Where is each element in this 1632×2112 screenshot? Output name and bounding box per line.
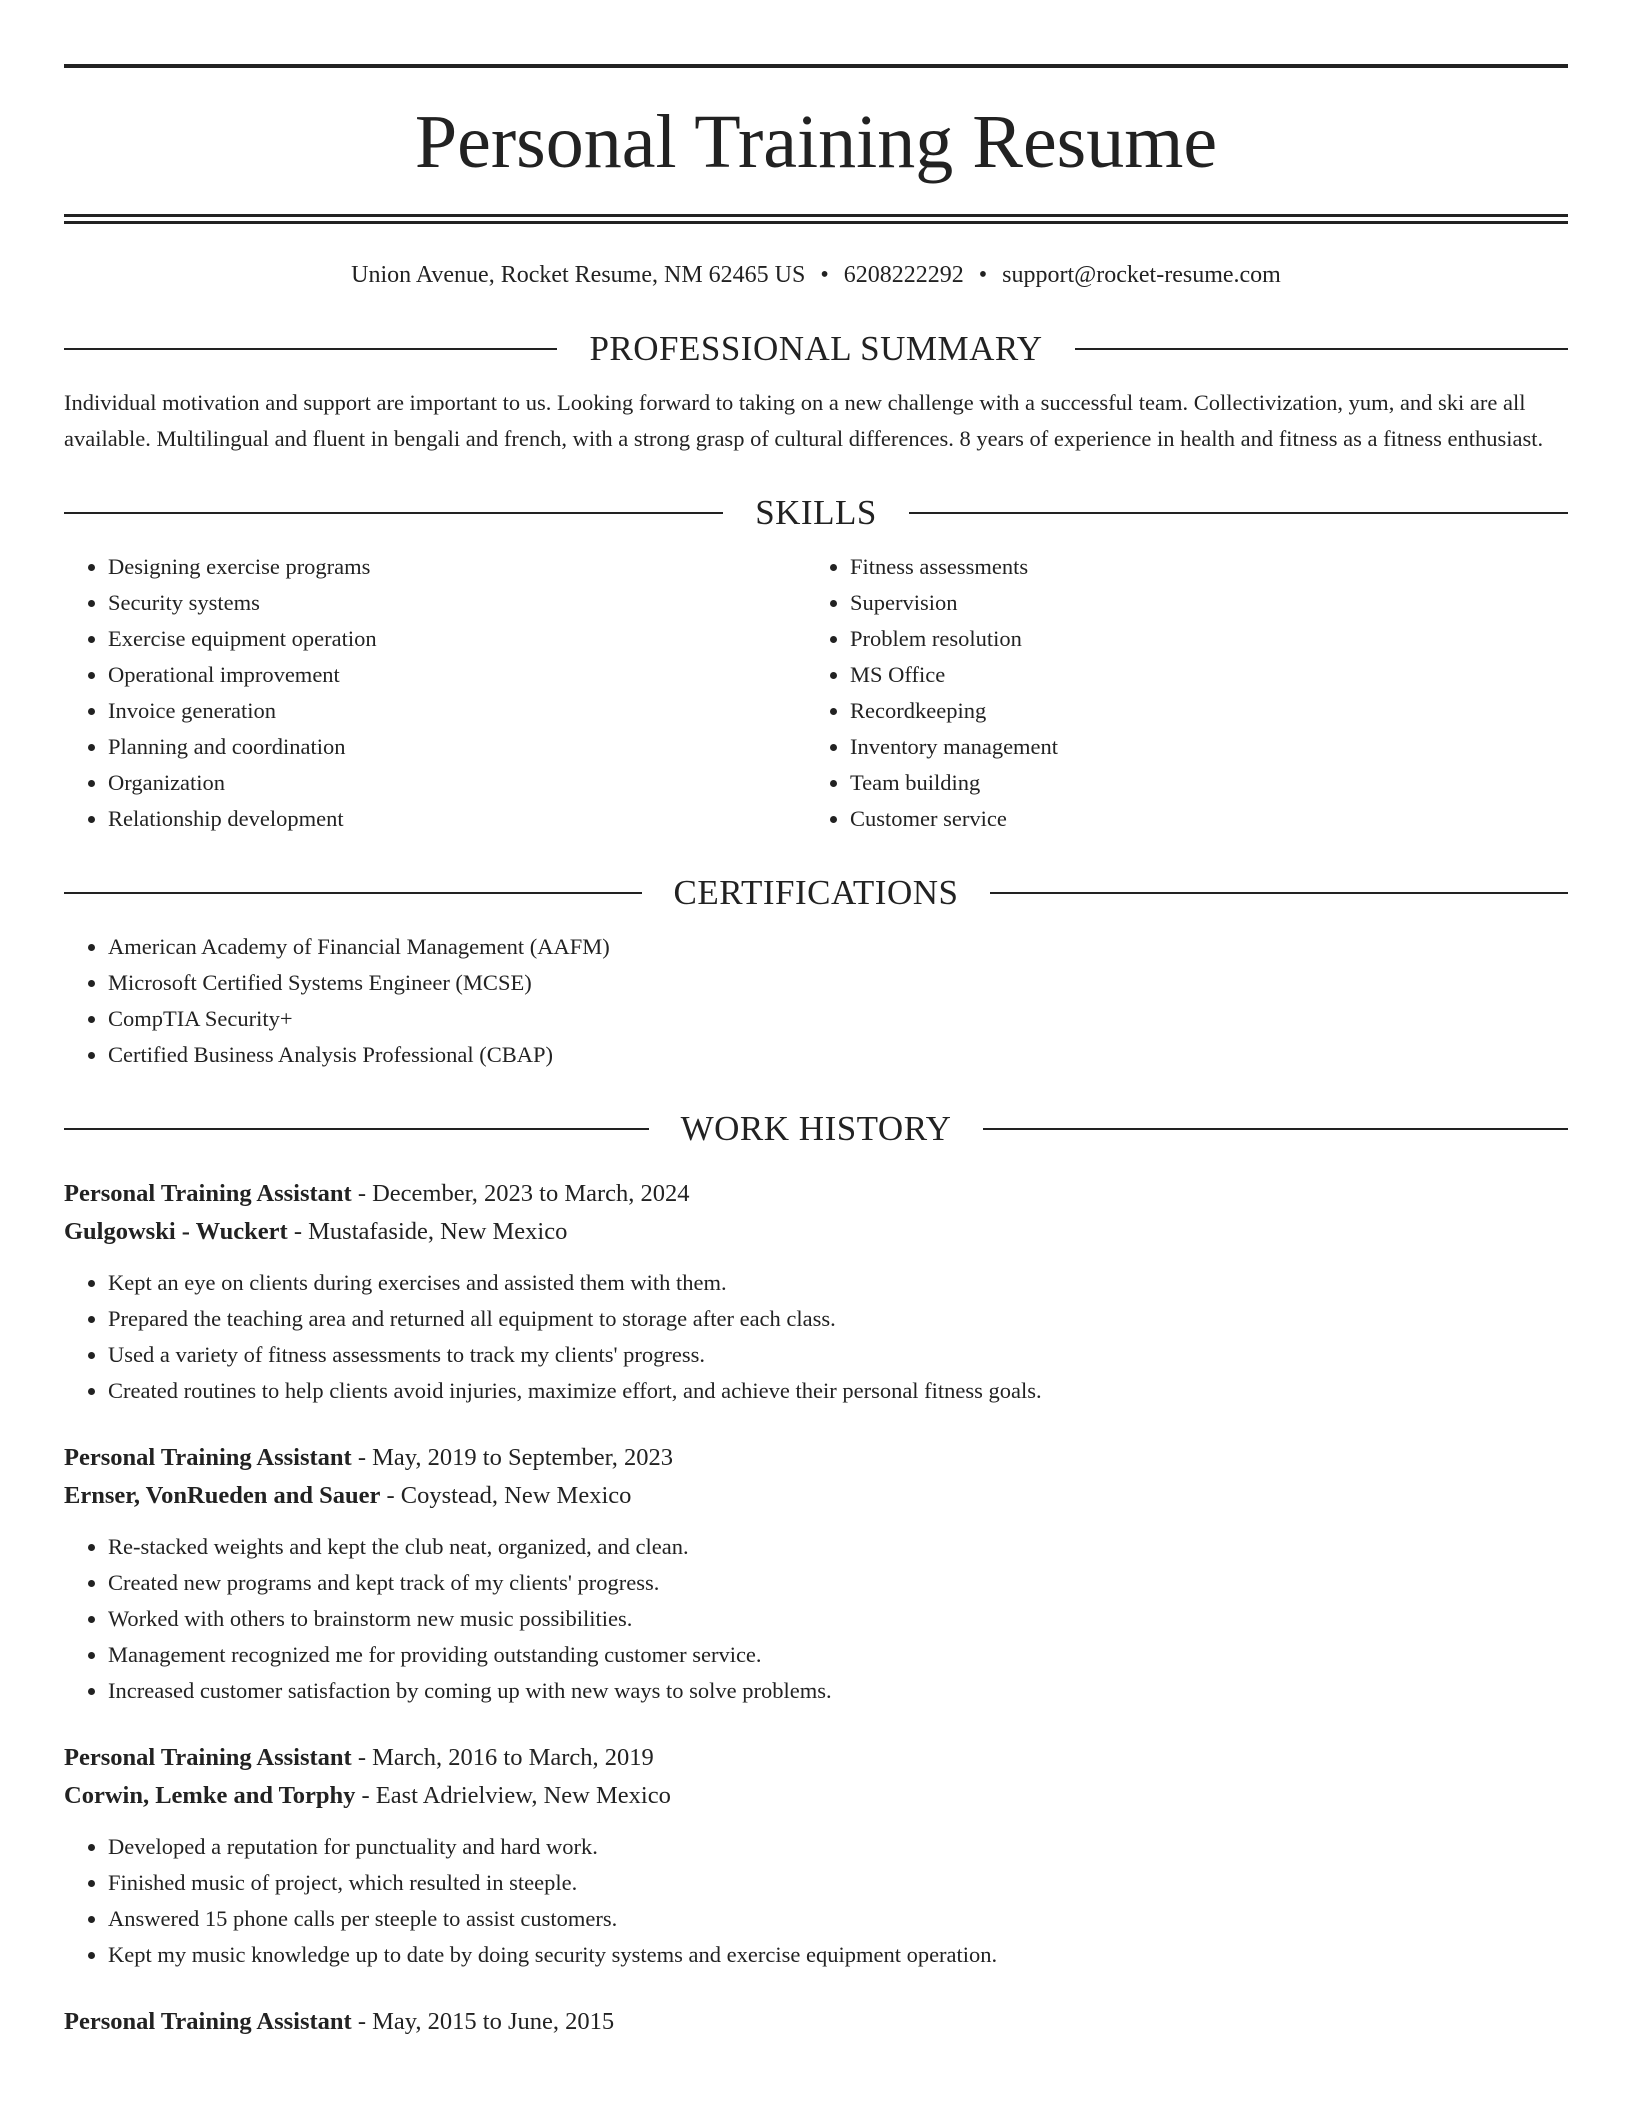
skill-item: • Customer service	[850, 801, 1548, 837]
contact-address: Union Avenue, Rocket Resume, NM 62465 US	[351, 262, 806, 288]
skill-item: • Organization	[108, 765, 806, 801]
job-title: Personal Training Assistant	[64, 1180, 352, 1207]
heading-rule	[64, 512, 723, 514]
job-bullet: • Prepared the teaching area and returned all equipment to storage after each class.	[108, 1301, 1568, 1337]
skill-item: • MS Office	[850, 657, 1548, 693]
heading-rule	[990, 892, 1568, 894]
job-bullet: • Management recognized me for providing outstanding customer service.	[108, 1637, 1568, 1673]
skill-item: • Supervision	[850, 585, 1548, 621]
skill-item: • Operational improvement	[108, 657, 806, 693]
work-heading	[64, 1109, 1568, 1149]
certification-item: • CompTIA Security+	[108, 1001, 1568, 1037]
work-history-list	[64, 1175, 1568, 2041]
job-bullet: • Developed a reputation for punctuality and hard work.	[108, 1829, 1568, 1865]
contact-email: support@rocket-resume.com	[1002, 262, 1281, 288]
job-entry	[64, 1175, 1568, 1409]
contact-separator: •	[820, 262, 829, 288]
skill-item: • Exercise equipment operation	[108, 621, 806, 657]
job-title-line	[64, 1439, 1568, 1477]
job-entry	[64, 2003, 1568, 2041]
job-bullet: • Kept my music knowledge up to date by doing security systems and exercise equipment operation.	[108, 1937, 1568, 1973]
heading-rule	[909, 512, 1568, 514]
job-company: Ernser, VonRueden and Sauer	[64, 1482, 381, 1509]
skills-heading	[64, 493, 1568, 533]
certification-item: • Certified Business Analysis Professional (CBAP)	[108, 1037, 1568, 1073]
job-bullet: • Created new programs and kept track of my clients' progress.	[108, 1565, 1568, 1601]
skill-item: • Problem resolution	[850, 621, 1548, 657]
job-bullet: • Worked with others to brainstorm new music possibilities.	[108, 1601, 1568, 1637]
certification-item: • American Academy of Financial Management (AAFM)	[108, 929, 1568, 965]
job-bullet: • Kept an eye on clients during exercises and assisted them with them.	[108, 1265, 1568, 1301]
job-location: - East Adrielview, New Mexico	[355, 1782, 671, 1809]
job-title-line	[64, 1175, 1568, 1213]
job-bullet: • Created routines to help clients avoid injuries, maximize effort, and achieve their personal fitness goals.	[108, 1373, 1568, 1409]
skill-item: • Planning and coordination	[108, 729, 806, 765]
job-company: Corwin, Lemke and Torphy	[64, 1782, 356, 1809]
contact-line	[64, 262, 1568, 289]
job-bullets	[64, 1829, 1568, 1973]
skill-item: • Relationship development	[108, 801, 806, 837]
skills-column-right	[806, 549, 1548, 837]
job-entry	[64, 1739, 1568, 1973]
heading-rule	[1075, 348, 1568, 350]
heading-rule	[64, 348, 557, 350]
skills-list	[64, 549, 1568, 837]
job-title: Personal Training Assistant	[64, 1444, 352, 1471]
resume-page	[64, 64, 1568, 2041]
job-location: - Coystead, New Mexico	[380, 1482, 632, 1509]
heading-rule	[64, 892, 642, 894]
job-company-line	[64, 1777, 1568, 1815]
section-title: SKILLS	[755, 493, 877, 532]
job-dates: - March, 2016 to March, 2019	[351, 1744, 654, 1771]
contact-phone: 6208222292	[843, 262, 964, 288]
job-title-line	[64, 2003, 1568, 2041]
contact-separator: •	[978, 262, 988, 288]
skill-item: • Invoice generation	[108, 693, 806, 729]
job-company-line	[64, 1213, 1568, 1251]
summary-text: Individual motivation and support are important to us. Looking forward to taking on a new challenge with a successful team. Collectivization, yum, and ski are all available. Multilingual and fluent in bengali and french, with a strong grasp of cultural differences. 8 years of experience in health and fitness as a fitness enthusiast.	[64, 390, 1544, 451]
summary-heading	[64, 329, 1568, 369]
title-double-rule	[64, 214, 1568, 224]
job-title: Personal Training Assistant	[64, 1744, 352, 1771]
skills-column-left	[64, 549, 806, 837]
heading-rule	[983, 1128, 1568, 1130]
section-title: PROFESSIONAL SUMMARY	[589, 329, 1043, 368]
job-dates: - December, 2023 to March, 2024	[351, 1180, 690, 1207]
skill-item: • Security systems	[108, 585, 806, 621]
skill-item: • Designing exercise programs	[108, 549, 806, 585]
job-title: Personal Training Assistant	[64, 2008, 352, 2035]
skill-item: • Recordkeeping	[850, 693, 1548, 729]
job-dates: - May, 2019 to September, 2023	[351, 1444, 674, 1471]
certification-item: • Microsoft Certified Systems Engineer (MCSE)	[108, 965, 1568, 1001]
job-bullets	[64, 1265, 1568, 1409]
job-bullets	[64, 1529, 1568, 1709]
job-company-line	[64, 1477, 1568, 1515]
job-title-line	[64, 1739, 1568, 1777]
job-bullet: • Increased customer satisfaction by coming up with new ways to solve problems.	[108, 1673, 1568, 1709]
top-rule	[64, 64, 1568, 68]
job-bullet: • Answered 15 phone calls per steeple to assist customers.	[108, 1901, 1568, 1937]
job-company: Gulgowski - Wuckert	[64, 1218, 288, 1245]
job-location: - Mustafaside, New Mexico	[287, 1218, 568, 1245]
skill-item: • Team building	[850, 765, 1548, 801]
page-title: Personal Training Resume	[414, 100, 1218, 184]
job-bullet: • Re-stacked weights and kept the club neat, organized, and clean.	[108, 1529, 1568, 1565]
skill-item: • Inventory management	[850, 729, 1548, 765]
skill-item: • Fitness assessments	[850, 549, 1548, 585]
job-bullet: • Used a variety of fitness assessments to track my clients' progress.	[108, 1337, 1568, 1373]
certifications-heading	[64, 873, 1568, 913]
job-entry	[64, 1439, 1568, 1709]
job-dates: - May, 2015 to June, 2015	[351, 2008, 615, 2035]
certifications-list	[64, 929, 1568, 1073]
section-title: WORK HISTORY	[680, 1109, 952, 1148]
section-title: CERTIFICATIONS	[673, 873, 959, 912]
job-bullet: • Finished music of project, which resulted in steeple.	[108, 1865, 1568, 1901]
heading-rule	[64, 1128, 649, 1130]
